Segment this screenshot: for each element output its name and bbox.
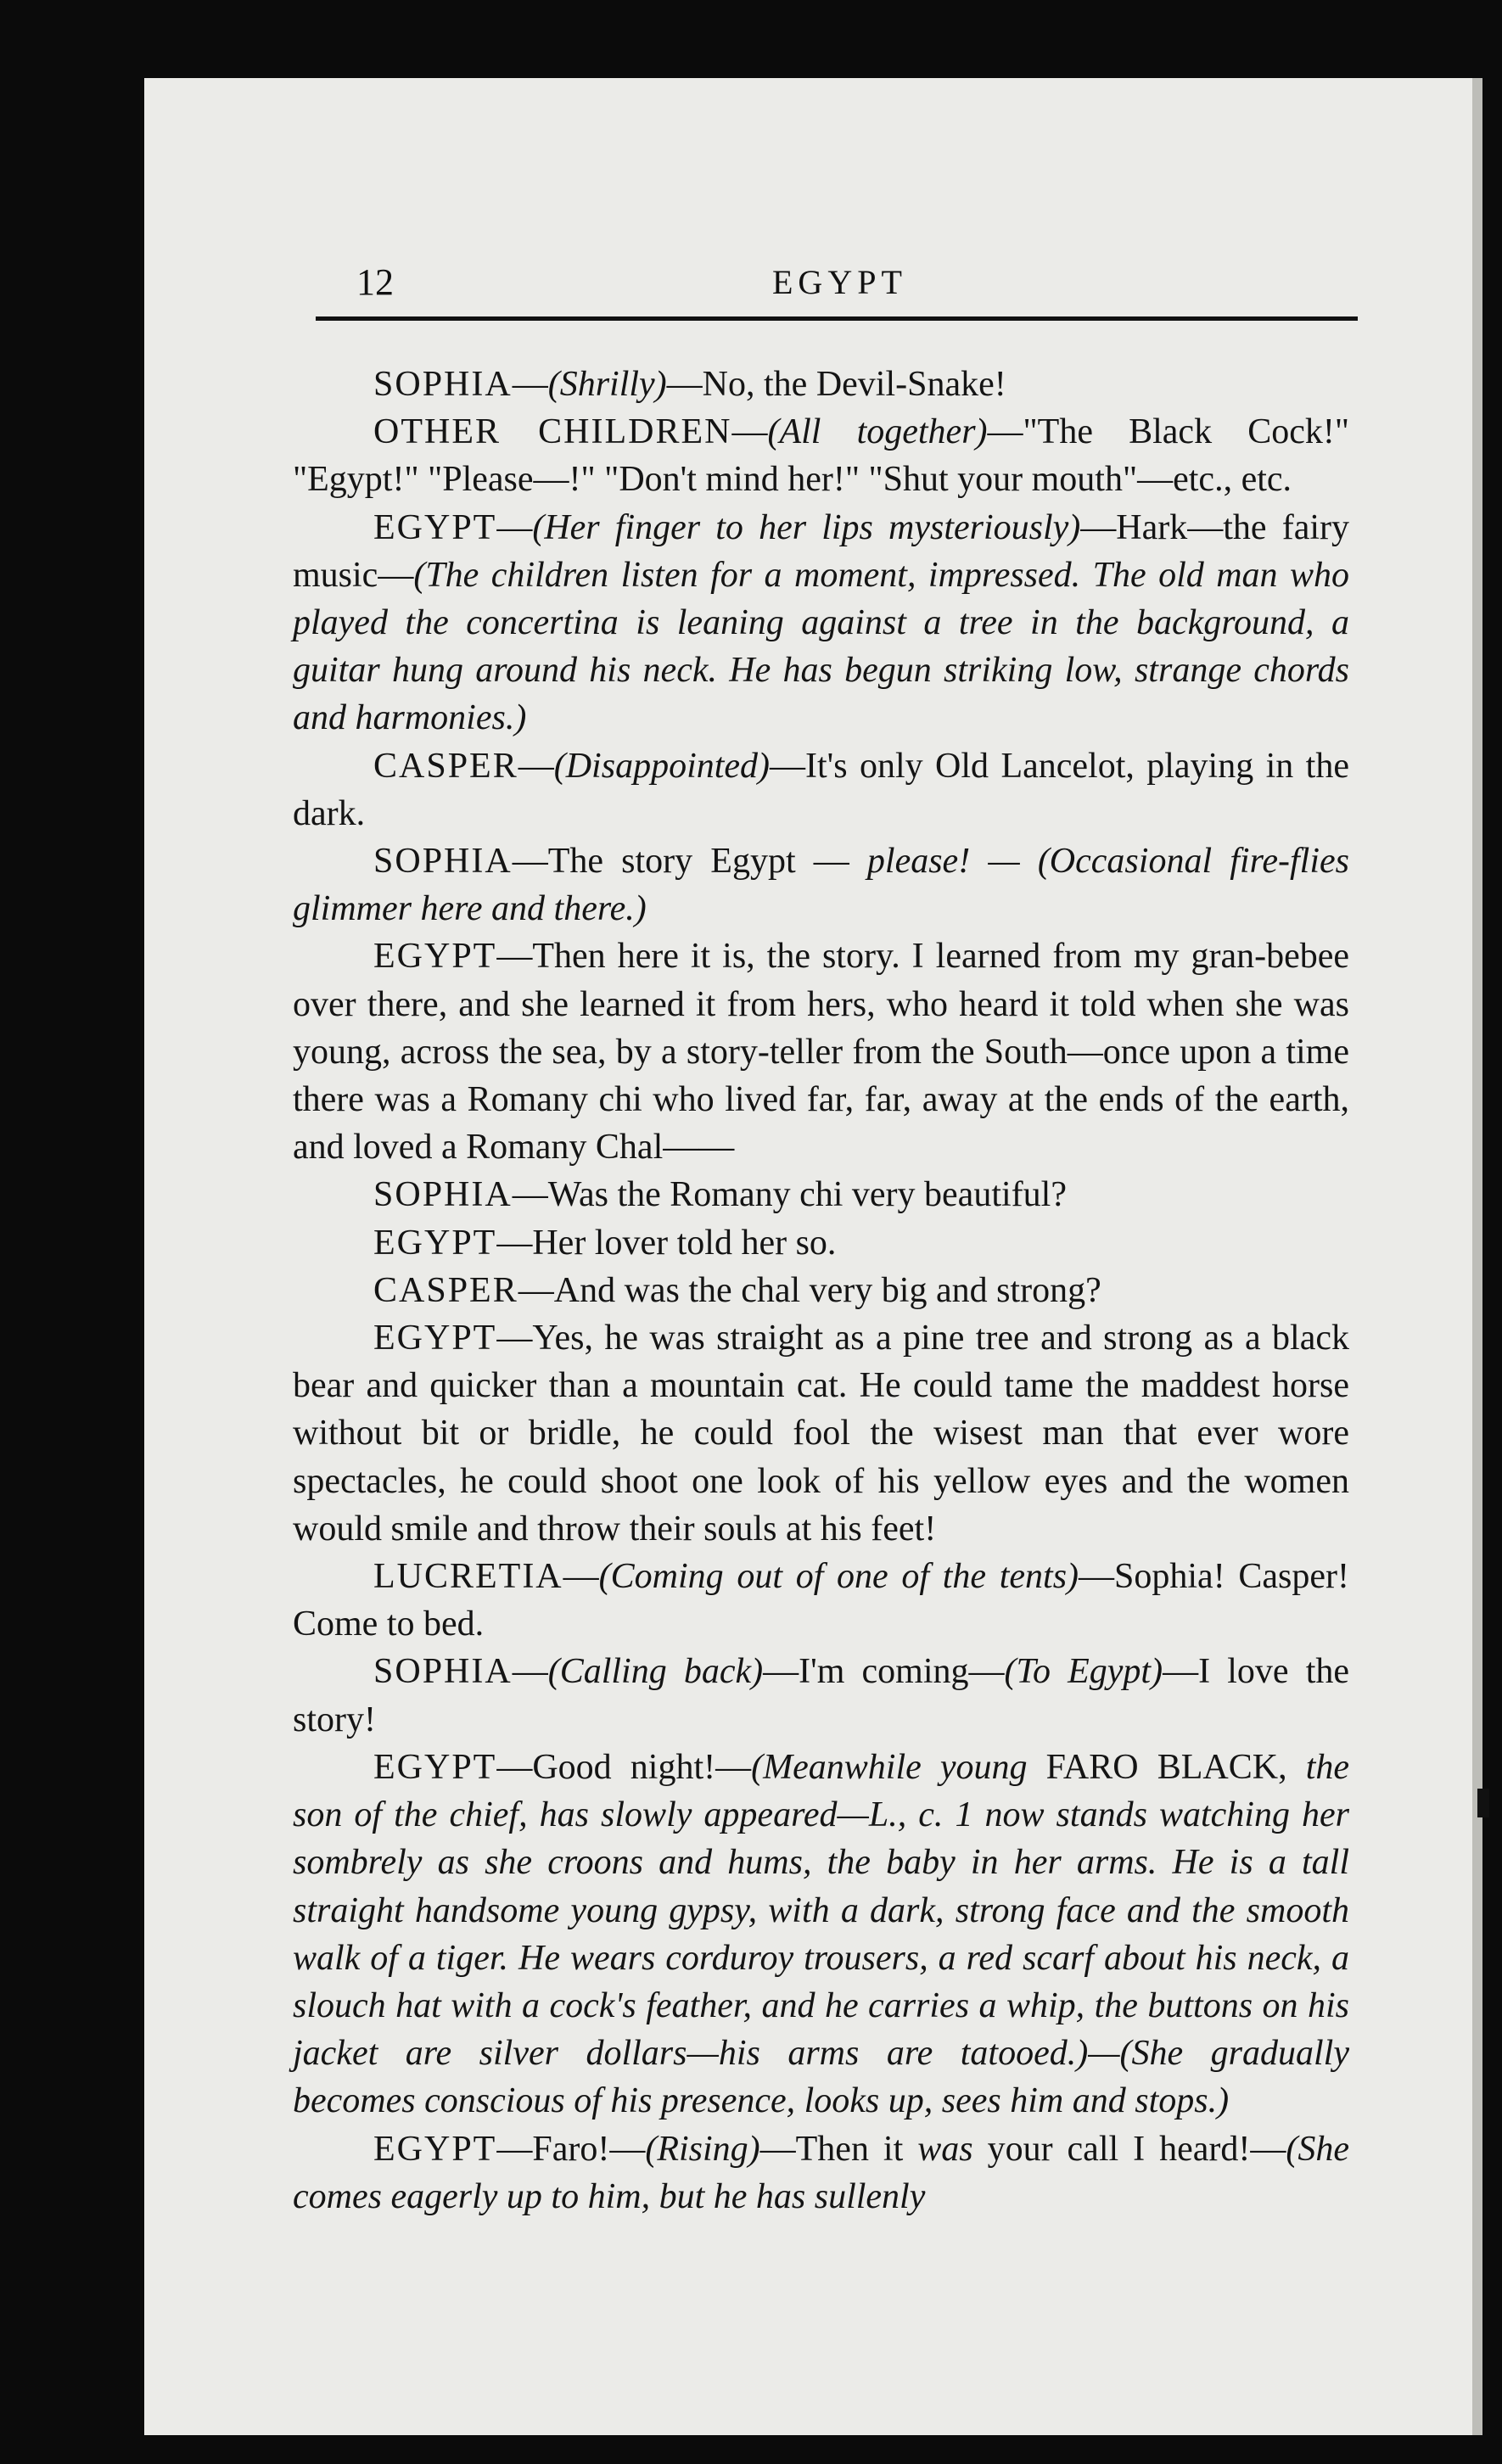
speaker-separator: —: [518, 1270, 554, 1310]
dialogue-paragraph: [293, 1648, 1349, 1743]
speaker-name: CASPER: [373, 746, 518, 786]
stage-direction: please! — (Occasional fire-flies glimmer here and there.): [293, 842, 1349, 929]
dialogue-paragraph: [293, 1553, 1349, 1648]
speaker-name: EGYPT: [373, 1223, 497, 1263]
header-rule: [316, 316, 1358, 321]
speaker-name: SOPHIA: [373, 842, 513, 882]
speaker-separator: —: [512, 365, 548, 404]
dialogue-paragraph: [293, 742, 1349, 837]
speaker-separator: —: [496, 1223, 533, 1263]
dialogue-paragraph: [293, 932, 1349, 1171]
spoken-text: Was the Romany chi very beautiful?: [547, 1175, 1067, 1215]
speaker-name: EGYPT: [373, 937, 497, 977]
speaker-separator: —: [731, 412, 768, 452]
speaker-name: LUCRETIA: [373, 1557, 563, 1597]
speaker-name: EGYPT: [373, 507, 497, 547]
stage-direction: (Meanwhile young: [751, 1747, 1046, 1787]
play-text: [293, 361, 1349, 2220]
speaker-separator: —: [496, 937, 533, 977]
speaker-separator: —: [496, 2129, 533, 2169]
speaker-separator: —: [496, 507, 533, 547]
stage-direction: (To Egypt): [1004, 1652, 1163, 1692]
stage-direction: (All together): [767, 412, 988, 452]
spoken-text: FARO BLACK,: [1045, 1747, 1287, 1787]
speaker-name: SOPHIA: [373, 1652, 513, 1692]
dialogue-paragraph: [293, 1219, 1349, 1267]
margin-mark: [1477, 1789, 1489, 1817]
dialogue-paragraph: [293, 1744, 1349, 2125]
dialogue-paragraph: [293, 1171, 1349, 1218]
speaker-separator: —: [512, 1175, 548, 1215]
speaker-name: EGYPT: [373, 2129, 497, 2169]
page-number: 12: [356, 261, 394, 303]
spoken-text: Faro!—: [532, 2129, 646, 2169]
page-header: [314, 259, 1358, 305]
spoken-text: —I love the story!: [293, 1652, 1350, 1739]
spoken-text: —Sophia! Casper! Come to bed.: [293, 1557, 1349, 1644]
stage-direction: (Coming out of one of the tents): [598, 1557, 1079, 1597]
dialogue-paragraph: [293, 2125, 1349, 2220]
page-edge: [1472, 78, 1482, 2435]
speaker-separator: —: [496, 1747, 533, 1787]
spoken-text: Yes, he was straight as a pine tree and strong as a black bear and quicker than a mountain cat. He could tame the maddest horse without bit or bridle, he could fool the wisest man that ever wore spectacles, he could shoot one look of his yellow eyes and the women would smile and throw their souls at his feet!: [293, 1319, 1349, 1548]
spoken-text: The story Egypt —: [547, 842, 867, 882]
dialogue-paragraph: [293, 1267, 1349, 1314]
dialogue-paragraph: [293, 504, 1349, 742]
dialogue-paragraph: [293, 408, 1349, 503]
stage-direction: was: [917, 2129, 973, 2169]
stage-direction: (The children listen for a moment, impressed. The old man who played the concertina is leaning against a tree in the background, a guitar hung around his neck. He has begun striking low, strange chords and harmonies.): [293, 555, 1349, 738]
stage-direction: (Rising): [645, 2129, 760, 2169]
spoken-text: —"The Black Cock!" "Egypt!" "Please—!" "Don't mind her!" "Shut your mouth"—etc., etc.: [293, 412, 1349, 500]
stage-direction: (Shrilly): [547, 365, 667, 404]
spoken-text: Good night!—: [532, 1747, 752, 1787]
spoken-text: Then here it is, the story. I learned from my gran-bebee over there, and she learned it from hers, who heard it told when she was young, across the sea, by a story-teller from the South—once upon a time there was a Romany chi who lived far, far, away at the ends of the earth, and loved a Romany Chal——: [293, 937, 1349, 1168]
stage-direction: (Disappointed): [553, 746, 771, 786]
stage-direction: (Calling back): [547, 1652, 764, 1692]
spoken-text: your call I heard!—: [972, 2129, 1286, 2169]
spoken-text: —Then it: [759, 2129, 918, 2169]
stage-direction: (She comes eagerly up to him, but he has sullenly: [293, 2129, 1349, 2216]
spoken-text: —I'm coming—: [763, 1652, 1005, 1692]
speaker-name: SOPHIA: [373, 365, 513, 404]
speaker-name: SOPHIA: [373, 1175, 513, 1215]
speaker-name: EGYPT: [373, 1747, 497, 1787]
spoken-text: —No, the Devil-Snake!: [666, 365, 1006, 404]
stage-direction: the son of the chief, has slowly appeared—L., c. 1 now stands watching her sombrely as she croons and hums, the baby in her arms. He is a tall straight handsome young gypsy, with a dark, strong face and the smooth walk of a tiger. He wears corduroy trousers, a red scarf about his neck, a slouch hat with a cock's feather, and he carries a whip, the buttons on his jacket are silver dollars—his arms are tatooed.)—(She gradually becomes conscious of his presence, looks up, sees him and stops.): [293, 1747, 1350, 2121]
speaker-name: EGYPT: [373, 1319, 497, 1358]
speaker-separator: —: [512, 842, 548, 882]
dialogue-paragraph: [293, 837, 1349, 932]
dialogue-paragraph: [293, 1314, 1349, 1553]
speaker-separator: —: [496, 1319, 533, 1358]
running-head: EGYPT: [772, 263, 907, 301]
spoken-text: Her lover told her so.: [532, 1223, 837, 1263]
dialogue-paragraph: [293, 361, 1349, 408]
speaker-separator: —: [518, 746, 554, 786]
spoken-text: And was the chal very big and strong?: [553, 1270, 1101, 1310]
stage-direction: (Her finger to her lips mysteriously): [532, 507, 1081, 547]
spoken-text: —Hark—the fairy music—: [293, 507, 1349, 595]
speaker-name: CASPER: [373, 1270, 518, 1310]
speaker-separator: —: [512, 1652, 548, 1692]
spoken-text: —It's only Old Lancelot, playing in the dark.: [293, 746, 1349, 833]
speaker-name: OTHER CHILDREN: [373, 412, 732, 452]
speaker-separator: —: [563, 1557, 599, 1597]
